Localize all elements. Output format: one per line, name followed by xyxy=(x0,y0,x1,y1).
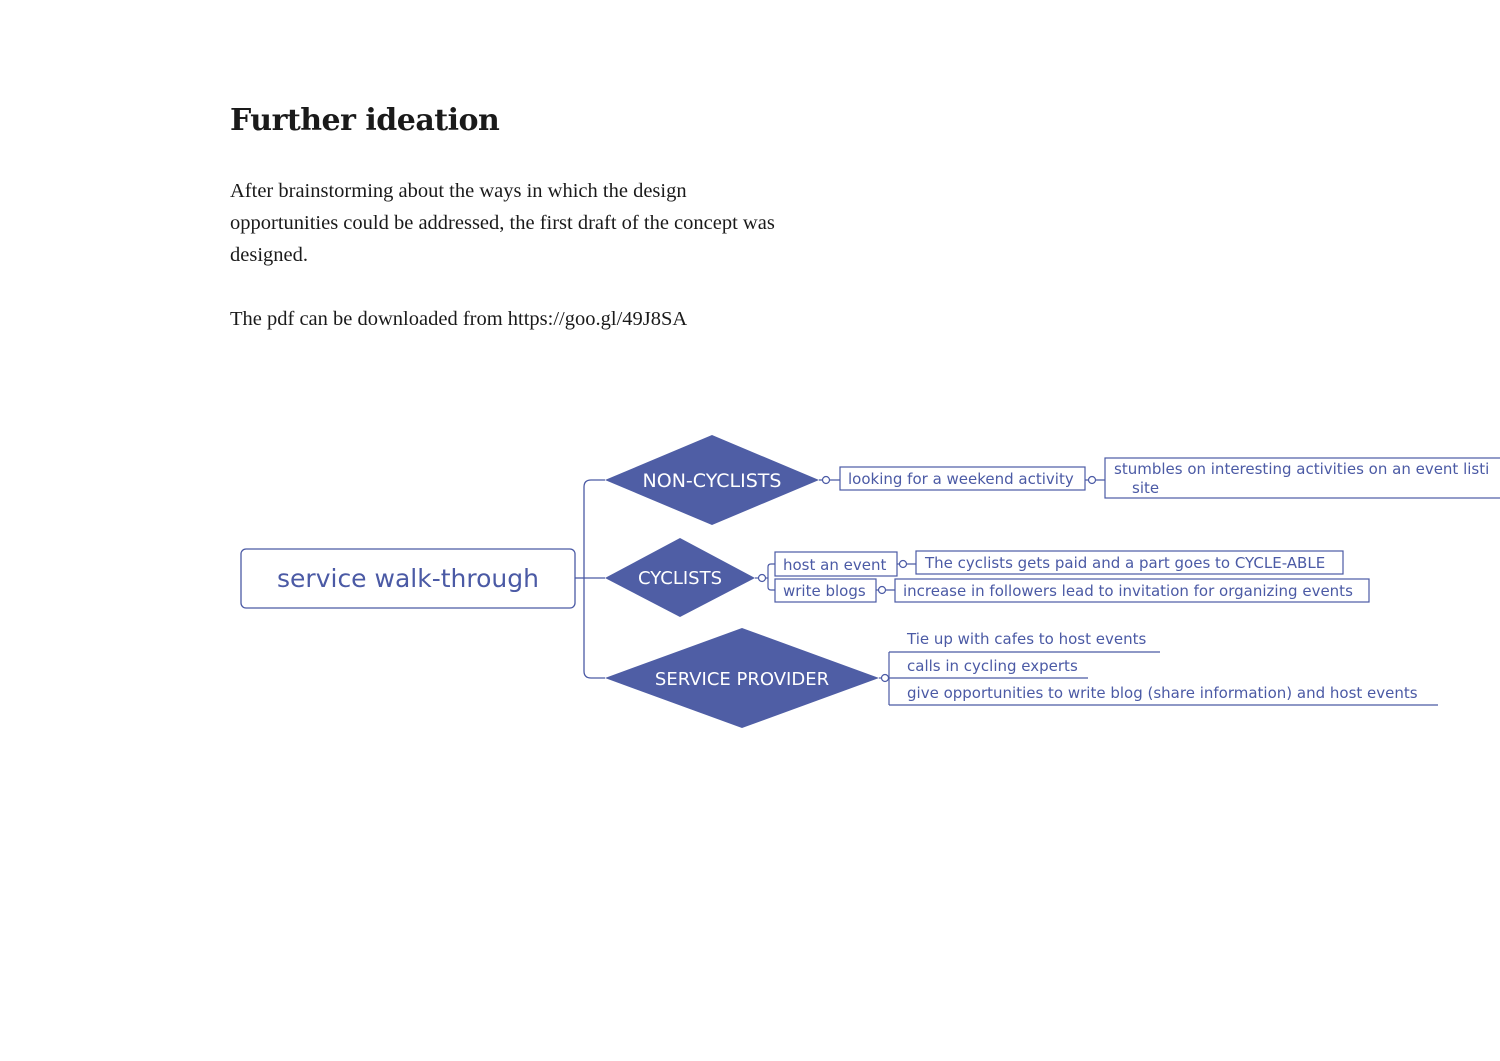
cafes-label: Tie up with cafes to host events xyxy=(907,630,1147,648)
branch-cyclists-label: CYCLISTS xyxy=(637,568,723,589)
service-provider-child-cafes[interactable] xyxy=(906,630,1146,648)
branch-service-provider-label: SERVICE PROVIDER xyxy=(654,669,830,690)
event-listing-label-line2: site xyxy=(1132,479,1160,497)
branch-service-provider[interactable] xyxy=(605,628,879,728)
root-node[interactable] xyxy=(241,549,575,608)
blog-opportunities-label: give opportunities to write blog (share information) and host events xyxy=(907,684,1418,702)
non-cyclists-child-weekend-activity[interactable] xyxy=(840,467,1085,490)
host-event-label: host an event xyxy=(783,556,887,574)
write-blogs-label: write blogs xyxy=(783,582,866,600)
page-heading: Further ideation xyxy=(230,103,500,138)
followers-label: increase in followers lead to invitation for organizing events xyxy=(903,582,1353,600)
intro-paragraph: After brainstorming about the ways in which the design opportunities could be addressed, the first draft of the concept was designed. xyxy=(230,180,775,266)
root-label: service walk-through xyxy=(277,564,539,593)
experts-label: calls in cycling experts xyxy=(907,657,1078,675)
cyclists-grandchild-paid[interactable] xyxy=(916,551,1343,574)
paid-label: The cyclists gets paid and a part goes to CYCLE-ABLE xyxy=(925,554,1326,572)
branch-non-cyclists-label: NON-CYCLISTS xyxy=(642,470,782,492)
event-listing-label-line1: stumbles on interesting activities on an event listi xyxy=(1114,460,1490,478)
service-provider-child-experts[interactable] xyxy=(907,657,1078,675)
cyclists-child-host-event[interactable] xyxy=(775,552,897,576)
non-cyclists-grandchild-event-listing[interactable] xyxy=(1105,458,1500,498)
weekend-activity-label: looking for a weekend activity xyxy=(848,470,1074,488)
download-paragraph: The pdf can be downloaded from https://goo.gl/49J8SA xyxy=(230,308,688,330)
root-connectors xyxy=(575,480,605,678)
cyclists-child-write-blogs[interactable] xyxy=(775,579,876,602)
cyclists-grandchild-followers[interactable] xyxy=(895,579,1369,602)
branch-cyclists[interactable] xyxy=(605,538,755,617)
service-provider-child-blog-opportunities[interactable] xyxy=(907,684,1418,702)
branch-non-cyclists[interactable] xyxy=(605,435,819,525)
